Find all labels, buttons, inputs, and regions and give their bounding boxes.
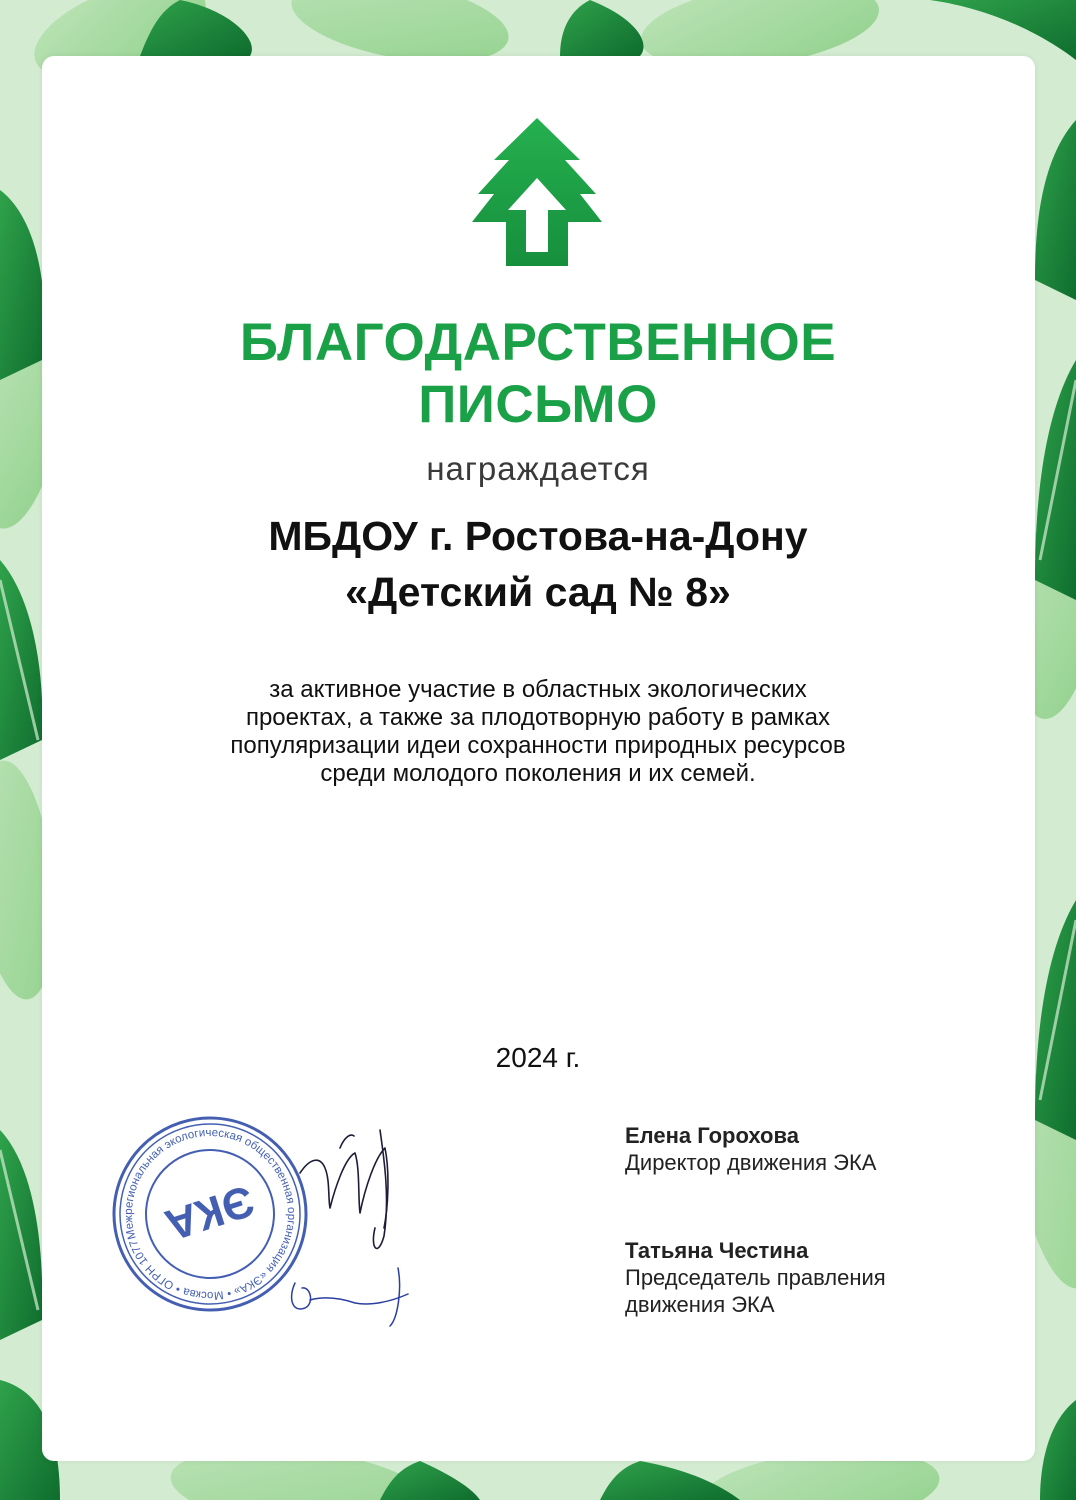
title-line-2: ПИСЬМО: [418, 375, 658, 434]
reason-line: среди молодого поколения и их семей.: [320, 760, 756, 787]
signer-role-continued: движения ЭКА: [625, 1292, 775, 1317]
award-reason: [140, 676, 936, 788]
certificate-title: [0, 312, 1076, 436]
reason-line: проектах, а также за плодотворную работу в рамках: [245, 704, 831, 731]
tree-arrow-icon: [472, 118, 602, 268]
title-line-1: БЛАГОДАРСТВЕННОЕ: [239, 313, 837, 372]
recipient-name: [0, 508, 1076, 620]
signer-name: Елена Горохова: [625, 1123, 799, 1148]
recipient-line-1: МБДОУ г. Ростова-на-Дону: [268, 513, 808, 559]
recipient-line-2: «Детский сад № 8»: [345, 569, 731, 615]
signer-block: [625, 1237, 985, 1318]
signer-role: Директор движения ЭКА: [625, 1150, 877, 1175]
stamp-logo-text: ЭКА: [159, 1175, 260, 1250]
signer-name: Татьяна Честина: [625, 1238, 809, 1263]
awarded-label: награждается: [426, 450, 650, 487]
reason-line: за активное участие в областных экологических: [269, 676, 807, 703]
reason-line: популяризации идеи сохранности природных ресурсов: [230, 732, 846, 759]
signer-role: Председатель правления: [625, 1265, 886, 1290]
year-label: 2024 г.: [495, 1042, 581, 1073]
signature-mark: [280, 1118, 430, 1328]
signer-block: [625, 1122, 985, 1176]
stamp-ring-text: Межрегиональная экологическая общественная организация «ЭКА» • Москва • ОГРН 1077799034530: [122, 1126, 298, 1302]
